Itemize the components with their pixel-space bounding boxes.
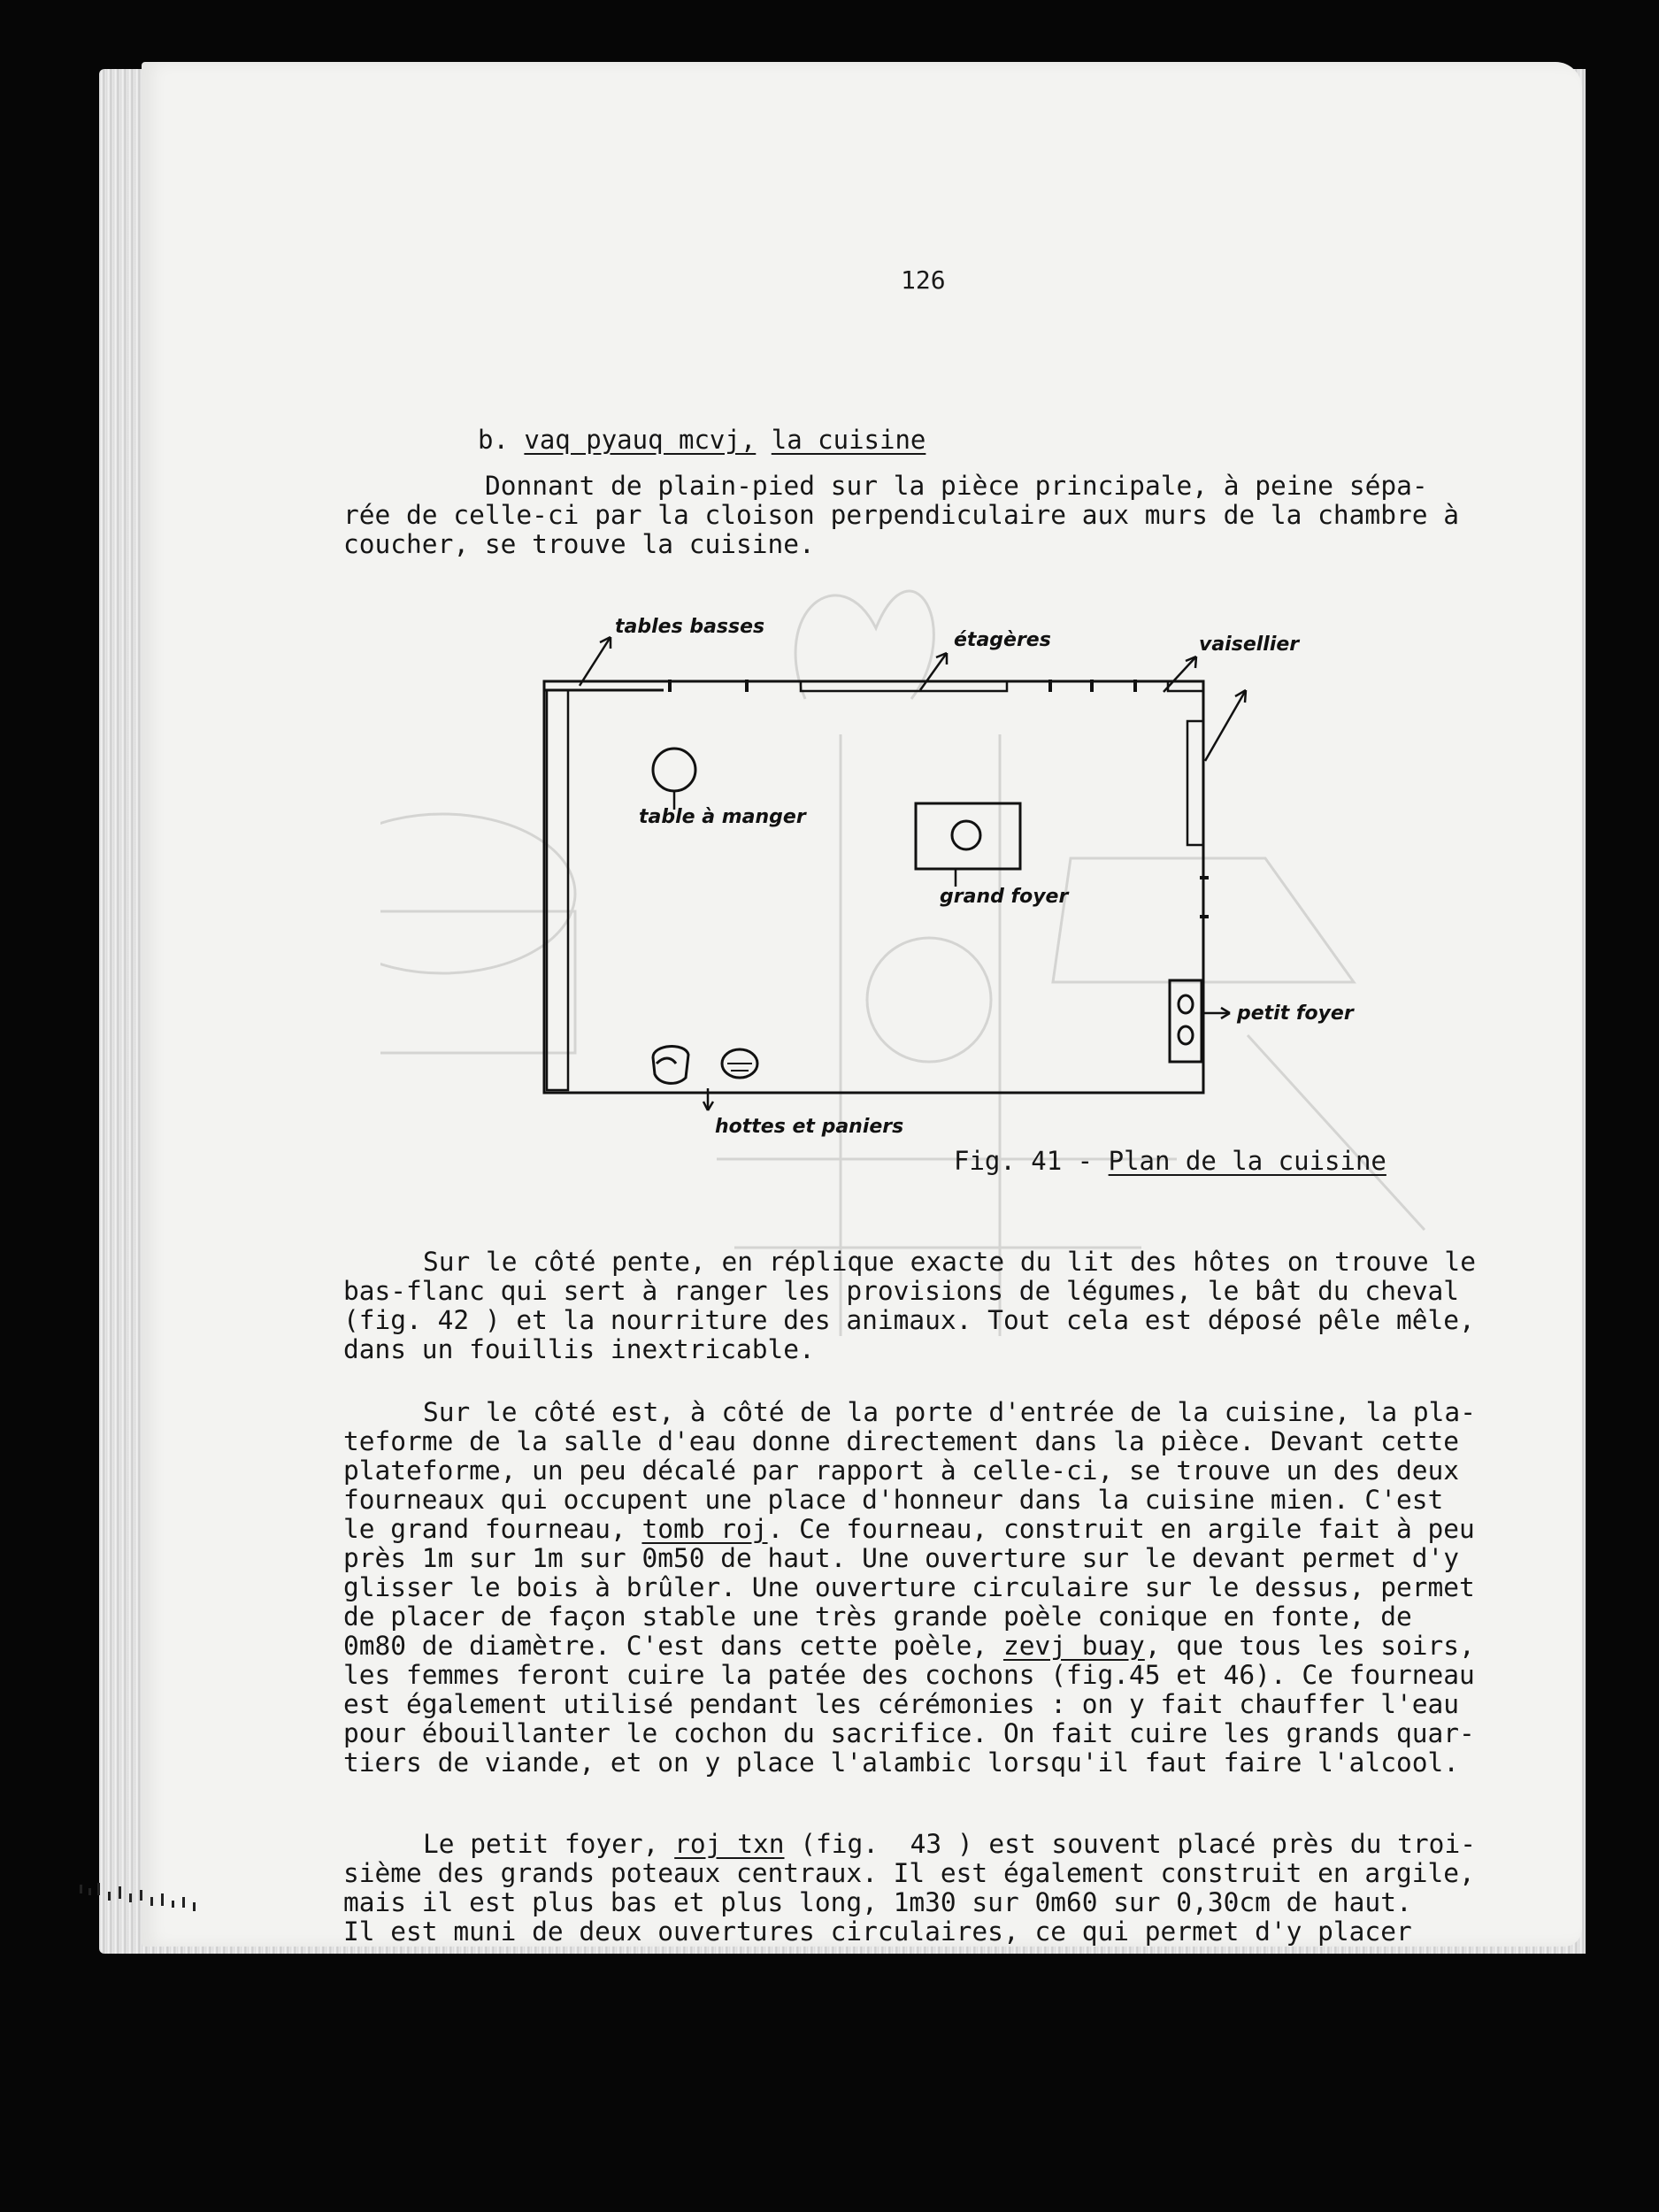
text-line: glisser le bois à brûler. Une ouverture circulaire sur le dessus, permet bbox=[343, 1572, 1475, 1602]
caption-title: Plan de la cuisine bbox=[1108, 1146, 1386, 1176]
hmong-term-zevj-buay: zevj buay bbox=[1002, 1631, 1145, 1661]
text-line: coucher, se trouve la cuisine. bbox=[343, 529, 815, 559]
label-grand-foyer: grand foyer bbox=[940, 886, 1069, 908]
petit-foyer-opening-2 bbox=[1179, 1026, 1193, 1044]
paragraph-2 bbox=[343, 1398, 1494, 1778]
label-tables-basses: tables basses bbox=[615, 616, 765, 638]
page-edge-marks bbox=[71, 1876, 230, 1929]
text-segment: , que tous les soirs, bbox=[1144, 1631, 1475, 1661]
text-line: est également utilisé pendant les cérémonies : on y fait chauffer l'eau bbox=[343, 1689, 1459, 1719]
text-line: rée de celle-ci par la cloison perpendiculaire aux murs de la chambre à bbox=[343, 500, 1459, 530]
text-line: teforme de la salle d'eau donne directement dans la pièce. Devant cette bbox=[343, 1426, 1459, 1456]
text-line: Donnant de plain-pied sur la pièce principale, à peine sépa- bbox=[485, 471, 1428, 501]
table-a-manger-shape bbox=[653, 749, 695, 791]
kitchen-plan-figure bbox=[531, 611, 1371, 1159]
tables-basses-shape bbox=[547, 690, 568, 1090]
grand-foyer-shape bbox=[916, 803, 1020, 869]
paragraph-1 bbox=[343, 1248, 1494, 1364]
room-outline bbox=[544, 681, 1203, 1093]
text-segment: Le petit foyer, bbox=[423, 1829, 675, 1859]
text-segment: le grand fourneau, bbox=[343, 1514, 642, 1544]
text-segment: (fig. 43 ) est souvent placé près du troi- bbox=[784, 1829, 1476, 1859]
intro-paragraph bbox=[343, 472, 1494, 559]
text-line: pour ébouillanter le cochon du sacrifice. On fait cuire les grands quar- bbox=[343, 1718, 1475, 1748]
text-line: Sur le côté pente, en réplique exacte du lit des hôtes on trouve le bbox=[423, 1247, 1476, 1277]
text-line bbox=[343, 1515, 1494, 1544]
hmong-term-tomb-roj: tomb roj bbox=[641, 1514, 768, 1544]
text-line: les femmes feront cuire la patée des cochons (fig.45 et 46). Ce fourneau bbox=[343, 1660, 1475, 1690]
text-segment: . Ce fourneau, construit en argile fait à peu bbox=[767, 1514, 1475, 1544]
section-heading bbox=[478, 425, 926, 455]
paragraph-3 bbox=[343, 1830, 1494, 1947]
vaisselier-side-shape bbox=[1187, 721, 1203, 845]
section-title: la cuisine bbox=[771, 425, 926, 455]
label-table-a-manger: table à manger bbox=[639, 806, 806, 828]
figure-caption bbox=[954, 1146, 1386, 1176]
label-etageres: étagères bbox=[954, 629, 1051, 651]
section-prefix: b. bbox=[478, 425, 525, 455]
label-vaisselier: vaisellier bbox=[1199, 634, 1300, 656]
text-line: fourneaux qui occupent une place d'honneur dans la cuisine mien. C'est bbox=[343, 1485, 1444, 1515]
text-line: sième des grands poteaux centraux. Il est également construit en argile, bbox=[343, 1858, 1475, 1888]
text-line: bas-flanc qui sert à ranger les provisions de légumes, le bât du cheval bbox=[343, 1276, 1459, 1306]
text-line: dans un fouillis inextricable. bbox=[343, 1334, 815, 1364]
text-line: tiers de viande, et on y place l'alambic lorsqu'il faut faire l'alcool. bbox=[343, 1747, 1459, 1778]
text-line: (fig. 42 ) et la nourriture des animaux. Tout cela est déposé pêle mêle, bbox=[343, 1305, 1475, 1335]
text-line: Il est muni de deux ouvertures circulaires, ce qui permet d'y placer bbox=[343, 1916, 1412, 1947]
etageres-shape bbox=[801, 681, 1007, 691]
hotte-shape-1 bbox=[653, 1047, 688, 1084]
text-line: plateforme, un peu décalé par rapport à celle-ci, se trouve un des deux bbox=[343, 1455, 1459, 1486]
petit-foyer-shape bbox=[1170, 980, 1202, 1062]
text-line: de placer de façon stable une très grande poèle conique en fonte, de bbox=[343, 1601, 1412, 1632]
text-line: mais il est plus bas et plus long, 1m30 sur 0m60 sur 0,30cm de haut. bbox=[343, 1887, 1412, 1917]
text-line bbox=[343, 1830, 1494, 1859]
petit-foyer-opening-1 bbox=[1179, 995, 1193, 1013]
label-petit-foyer: petit foyer bbox=[1237, 1002, 1354, 1025]
label-hottes-paniers: hottes et paniers bbox=[715, 1116, 904, 1138]
text-line: près 1m sur 1m sur 0m50 de haut. Une ouverture sur le devant permet d'y bbox=[343, 1543, 1459, 1573]
text-line bbox=[343, 1632, 1494, 1661]
text-line: Sur le côté est, à côté de la porte d'entrée de la cuisine, la pla- bbox=[423, 1397, 1476, 1427]
page-number: 126 bbox=[901, 265, 946, 295]
hmong-term-roj-txn: roj txn bbox=[674, 1829, 785, 1859]
text-segment: 0m80 de diamètre. C'est dans cette poèle, bbox=[343, 1631, 1003, 1661]
section-hmong-term: vaq pyauq mcvj, bbox=[524, 425, 757, 455]
caption-prefix: Fig. 41 - bbox=[954, 1146, 1109, 1176]
grand-foyer-opening bbox=[952, 821, 980, 849]
